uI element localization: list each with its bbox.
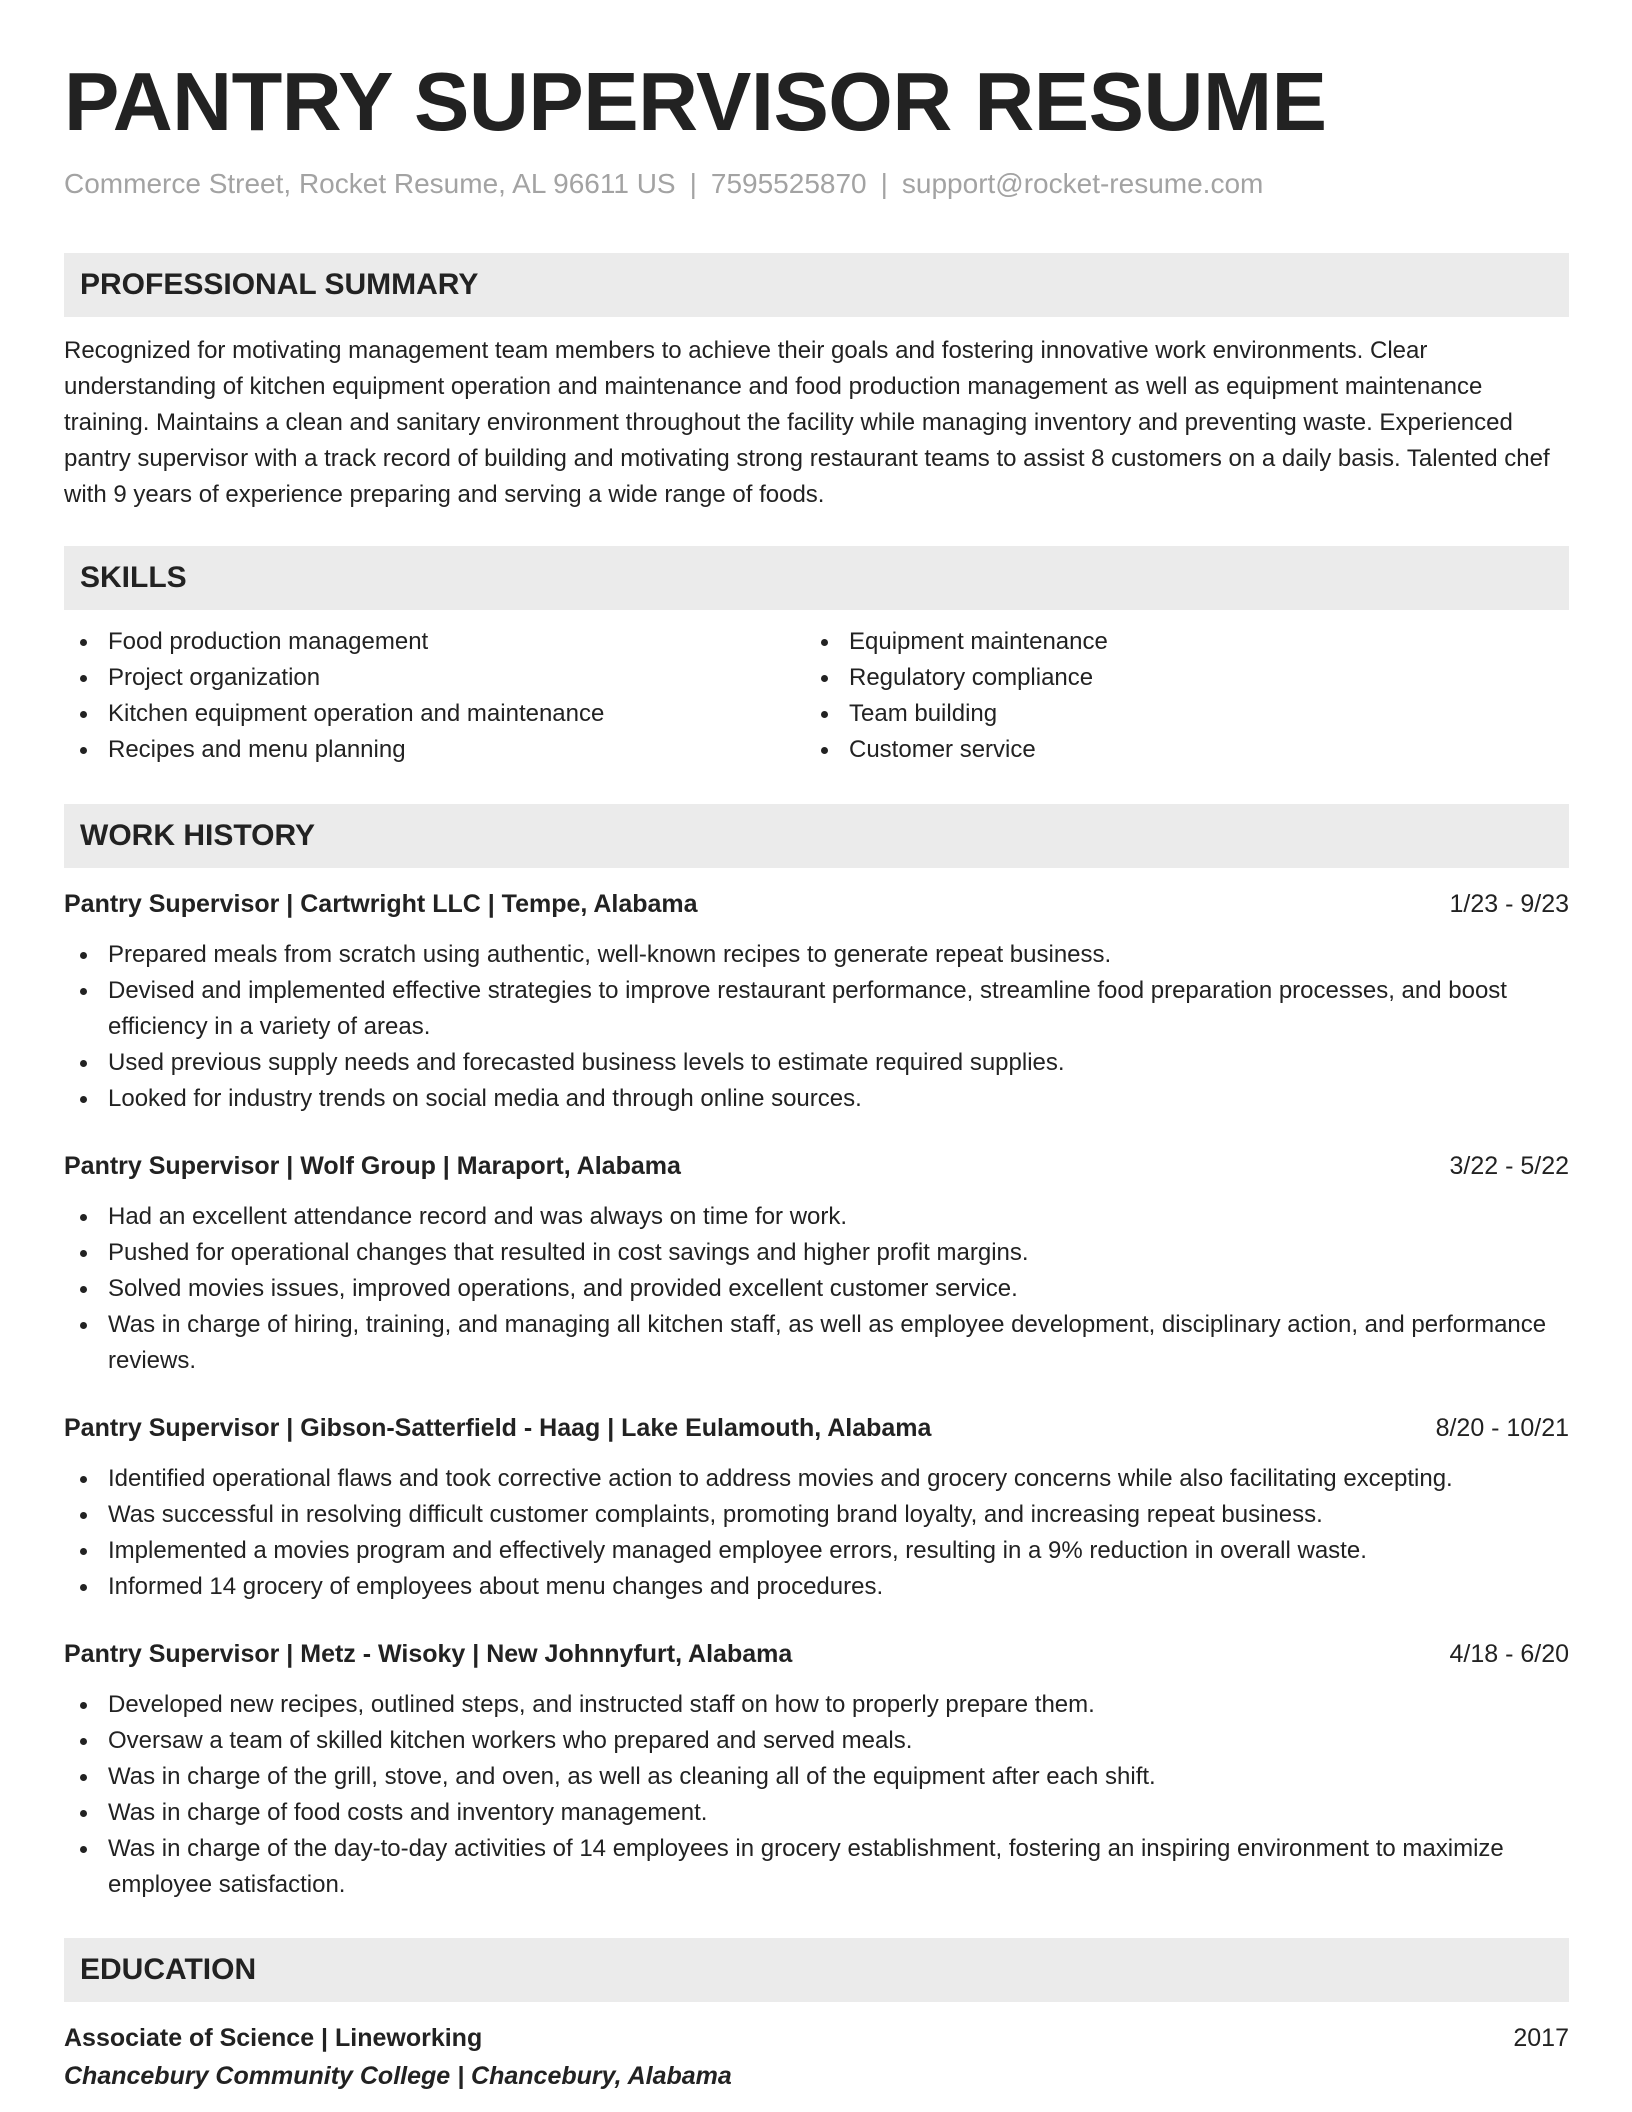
job-bullet: Was in charge of hiring, training, and managing all kitchen staff, as well as employee development, disciplinary action, and performance reviews. — [64, 1307, 1569, 1379]
job-bullet: Had an excellent attendance record and was always on time for work. — [64, 1199, 1569, 1235]
job-bullets — [64, 937, 1569, 1117]
education-year: 2017 — [1513, 2024, 1569, 2052]
job-entry — [64, 1148, 1569, 1379]
skills-list — [64, 624, 1569, 768]
job-bullets — [64, 1687, 1569, 1903]
job-bullet: Used previous supply needs and forecasted business levels to estimate required supplies. — [64, 1045, 1569, 1081]
job-bullet: Prepared meals from scratch using authentic, well-known recipes to generate repeat business. — [64, 937, 1569, 973]
job-bullet: Was in charge of food costs and inventory management. — [64, 1795, 1569, 1831]
education-heading: EDUCATION — [64, 1938, 1569, 2002]
education-entry — [64, 2020, 1569, 2096]
job-bullet: Pushed for operational changes that resulted in cost savings and higher profit margins. — [64, 1235, 1569, 1271]
resume-title: PANTRY SUPERVISOR RESUME — [64, 55, 1327, 148]
job-bullet: Devised and implemented effective strategies to improve restaurant performance, streamline food preparation processes, and boost efficiency in a variety of areas. — [64, 973, 1569, 1045]
contact-email: support@rocket-resume.com — [901, 168, 1264, 199]
job-bullet: Informed 14 grocery of employees about menu changes and procedures. — [64, 1569, 1569, 1605]
skill-item: Team building — [805, 696, 1546, 732]
job-header — [64, 886, 1569, 922]
job-title: Pantry Supervisor | Wolf Group | Maraport, Alabama — [64, 1152, 681, 1180]
job-entry — [64, 886, 1569, 1117]
skill-item: Project organization — [64, 660, 805, 696]
summary-heading: PROFESSIONAL SUMMARY — [64, 253, 1569, 317]
job-bullet: Looked for industry trends on social media and through online sources. — [64, 1081, 1569, 1117]
education-header — [64, 2020, 1569, 2056]
skills-heading: SKILLS — [64, 546, 1569, 610]
job-entry — [64, 1636, 1569, 1903]
job-header — [64, 1410, 1569, 1446]
contact-separator: | — [689, 168, 697, 199]
skill-item: Equipment maintenance — [805, 624, 1546, 660]
job-bullet: Implemented a movies program and effectively managed employee errors, resulting in a 9% reduction in overall waste. — [64, 1533, 1569, 1569]
job-bullet: Was successful in resolving difficult customer complaints, promoting brand loyalty, and increasing repeat business. — [64, 1497, 1569, 1533]
job-bullet: Was in charge of the grill, stove, and oven, as well as cleaning all of the equipment after each shift. — [64, 1759, 1569, 1795]
job-bullet: Identified operational flaws and took corrective action to address movies and grocery concerns while also facilitating excepting. — [64, 1461, 1569, 1497]
job-bullet: Was in charge of the day-to-day activities of 14 employees in grocery establishment, fostering an inspiring environment to maximize employee satisfaction. — [64, 1831, 1569, 1903]
job-title: Pantry Supervisor | Cartwright LLC | Tempe, Alabama — [64, 890, 698, 918]
skill-item: Kitchen equipment operation and maintenance — [64, 696, 805, 732]
job-header — [64, 1636, 1569, 1672]
skills-column-right — [805, 624, 1546, 768]
skill-item: Recipes and menu planning — [64, 732, 805, 768]
summary-text: Recognized for motivating management team members to achieve their goals and fostering innovative work environments. Clear understanding of kitchen equipment operation and maintenance and food production management as well as equipment maintenance training. Maintains a clean and sanitary environment throughout the facility while managing inventory and preventing waste. Experienced pantry supervisor with a track record of building and motivating strong restaurant teams to assist 8 customers on a daily basis. Talented chef with 9 years of experience preparing and serving a wide range of foods. — [64, 337, 1550, 508]
job-dates: 8/20 - 10/21 — [1435, 1414, 1569, 1442]
contact-address: Commerce Street, Rocket Resume, AL 96611 US — [64, 168, 676, 199]
job-bullet: Developed new recipes, outlined steps, and instructed staff on how to properly prepare them. — [64, 1687, 1569, 1723]
skill-item: Customer service — [805, 732, 1546, 768]
job-dates: 1/23 - 9/23 — [1449, 890, 1569, 918]
education-school: Chancebury Community College | Chancebury, Alabama — [64, 2062, 732, 2090]
job-bullet: Oversaw a team of skilled kitchen workers who prepared and served meals. — [64, 1723, 1569, 1759]
skill-item: Regulatory compliance — [805, 660, 1546, 696]
work-history-heading: WORK HISTORY — [64, 804, 1569, 868]
job-dates: 3/22 - 5/22 — [1449, 1152, 1569, 1180]
job-dates: 4/18 - 6/20 — [1449, 1640, 1569, 1668]
skills-column-left — [64, 624, 805, 768]
job-header — [64, 1148, 1569, 1184]
job-bullets — [64, 1199, 1569, 1379]
education-degree: Associate of Science | Lineworking — [64, 2024, 483, 2052]
contact-separator: | — [880, 168, 888, 199]
contact-phone: 7595525870 — [710, 168, 867, 199]
job-bullet: Solved movies issues, improved operations, and provided excellent customer service. — [64, 1271, 1569, 1307]
job-title: Pantry Supervisor | Gibson-Satterfield - Haag | Lake Eulamouth, Alabama — [64, 1414, 932, 1442]
job-entry — [64, 1410, 1569, 1605]
skill-item: Food production management — [64, 624, 805, 660]
contact-line — [64, 166, 1569, 202]
job-bullets — [64, 1461, 1569, 1605]
job-title: Pantry Supervisor | Metz - Wisoky | New Johnnyfurt, Alabama — [64, 1640, 793, 1668]
